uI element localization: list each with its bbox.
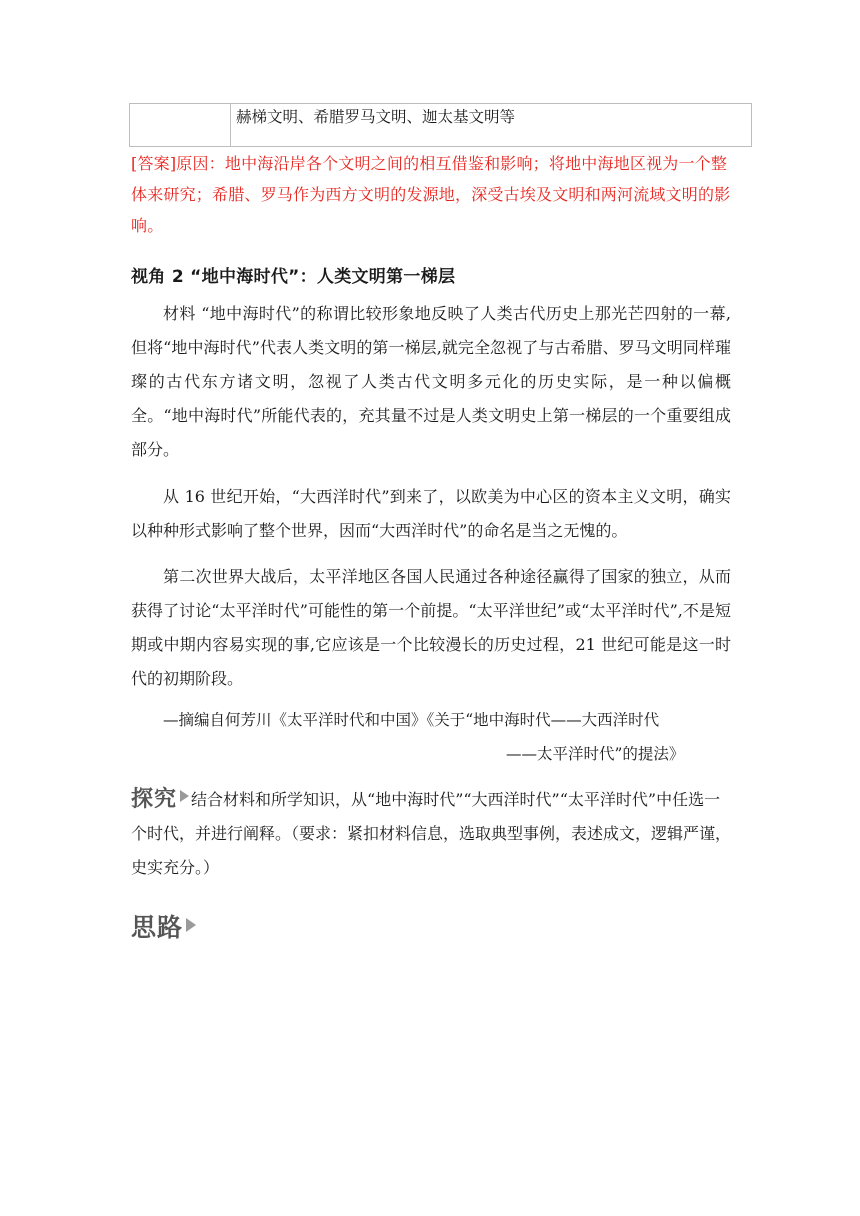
source-citation-line-2: ——太平洋时代”的提法》 [506, 745, 685, 763]
play-triangle-icon [186, 918, 196, 932]
section-title: 视角 2 “地中海时代”：人类文明第一梯层 [131, 267, 456, 287]
explore-question [131, 783, 731, 885]
table-cell-text: 赫梯文明、希腊罗马文明、迦太基文明等 [236, 108, 516, 126]
explore-label: 探究 [131, 787, 178, 812]
answer-text: [答案]原因：地中海沿岸各个文明之间的相互借鉴和影响；将地中海地区视为一个整体来研究；希腊、罗马作为西方文明的发源地，深受古埃及文明和两河流域文明的影响。 [131, 154, 731, 235]
explore-text: 结合材料和所学知识，从“地中海时代”“大西洋时代”“太平洋时代”中任选一个时代，并进行阐释。（要求：紧扣材料信息，选取典型事例，表述成文，逻辑严谨，史实充分。） [131, 790, 732, 877]
material-paragraph-3: 第二次世界大战后，太平洋地区各国人民通过各种途径赢得了国家的独立，从而获得了讨论“太平洋时代”可能性的第一个前提。“太平洋世纪”或“太平洋时代”,不是短期或中期内容易实现的事,它应该是一个比较漫长的历史过程，21 世纪可能是这一时代的初期阶段。 [131, 567, 731, 688]
table-row [129, 103, 752, 147]
table-cell-empty [130, 104, 231, 146]
thinking-label: 思路 [131, 913, 184, 942]
source-citation-line-1: —摘编自何芳川《太平洋时代和中国》《关于“地中海时代——大西洋时代 [163, 711, 660, 729]
material-paragraph-1: 材料 “地中海时代”的称谓比较形象地反映了人类古代历史上那光芒四射的一幕,但将“地中海时代”代表人类文明的第一梯层,就完全忽视了与古希腊、罗马文明同样璀璨的古代东方诸文明，忽视了人类古代文明多元化的历史实际，是一种以偏概全。“地中海时代”所能代表的，充其量不过是人类文明史上第一梯层的一个重要组成部分。 [131, 304, 731, 459]
material-paragraph-2: 从 16 世纪开始，“大西洋时代”到来了，以欧美为中心区的资本主义文明，确实以种种形式影响了整个世界，因而“大西洋时代”的命名是当之无愧的。 [131, 487, 731, 540]
thinking-heading [131, 908, 198, 944]
play-triangle-icon [180, 790, 189, 802]
